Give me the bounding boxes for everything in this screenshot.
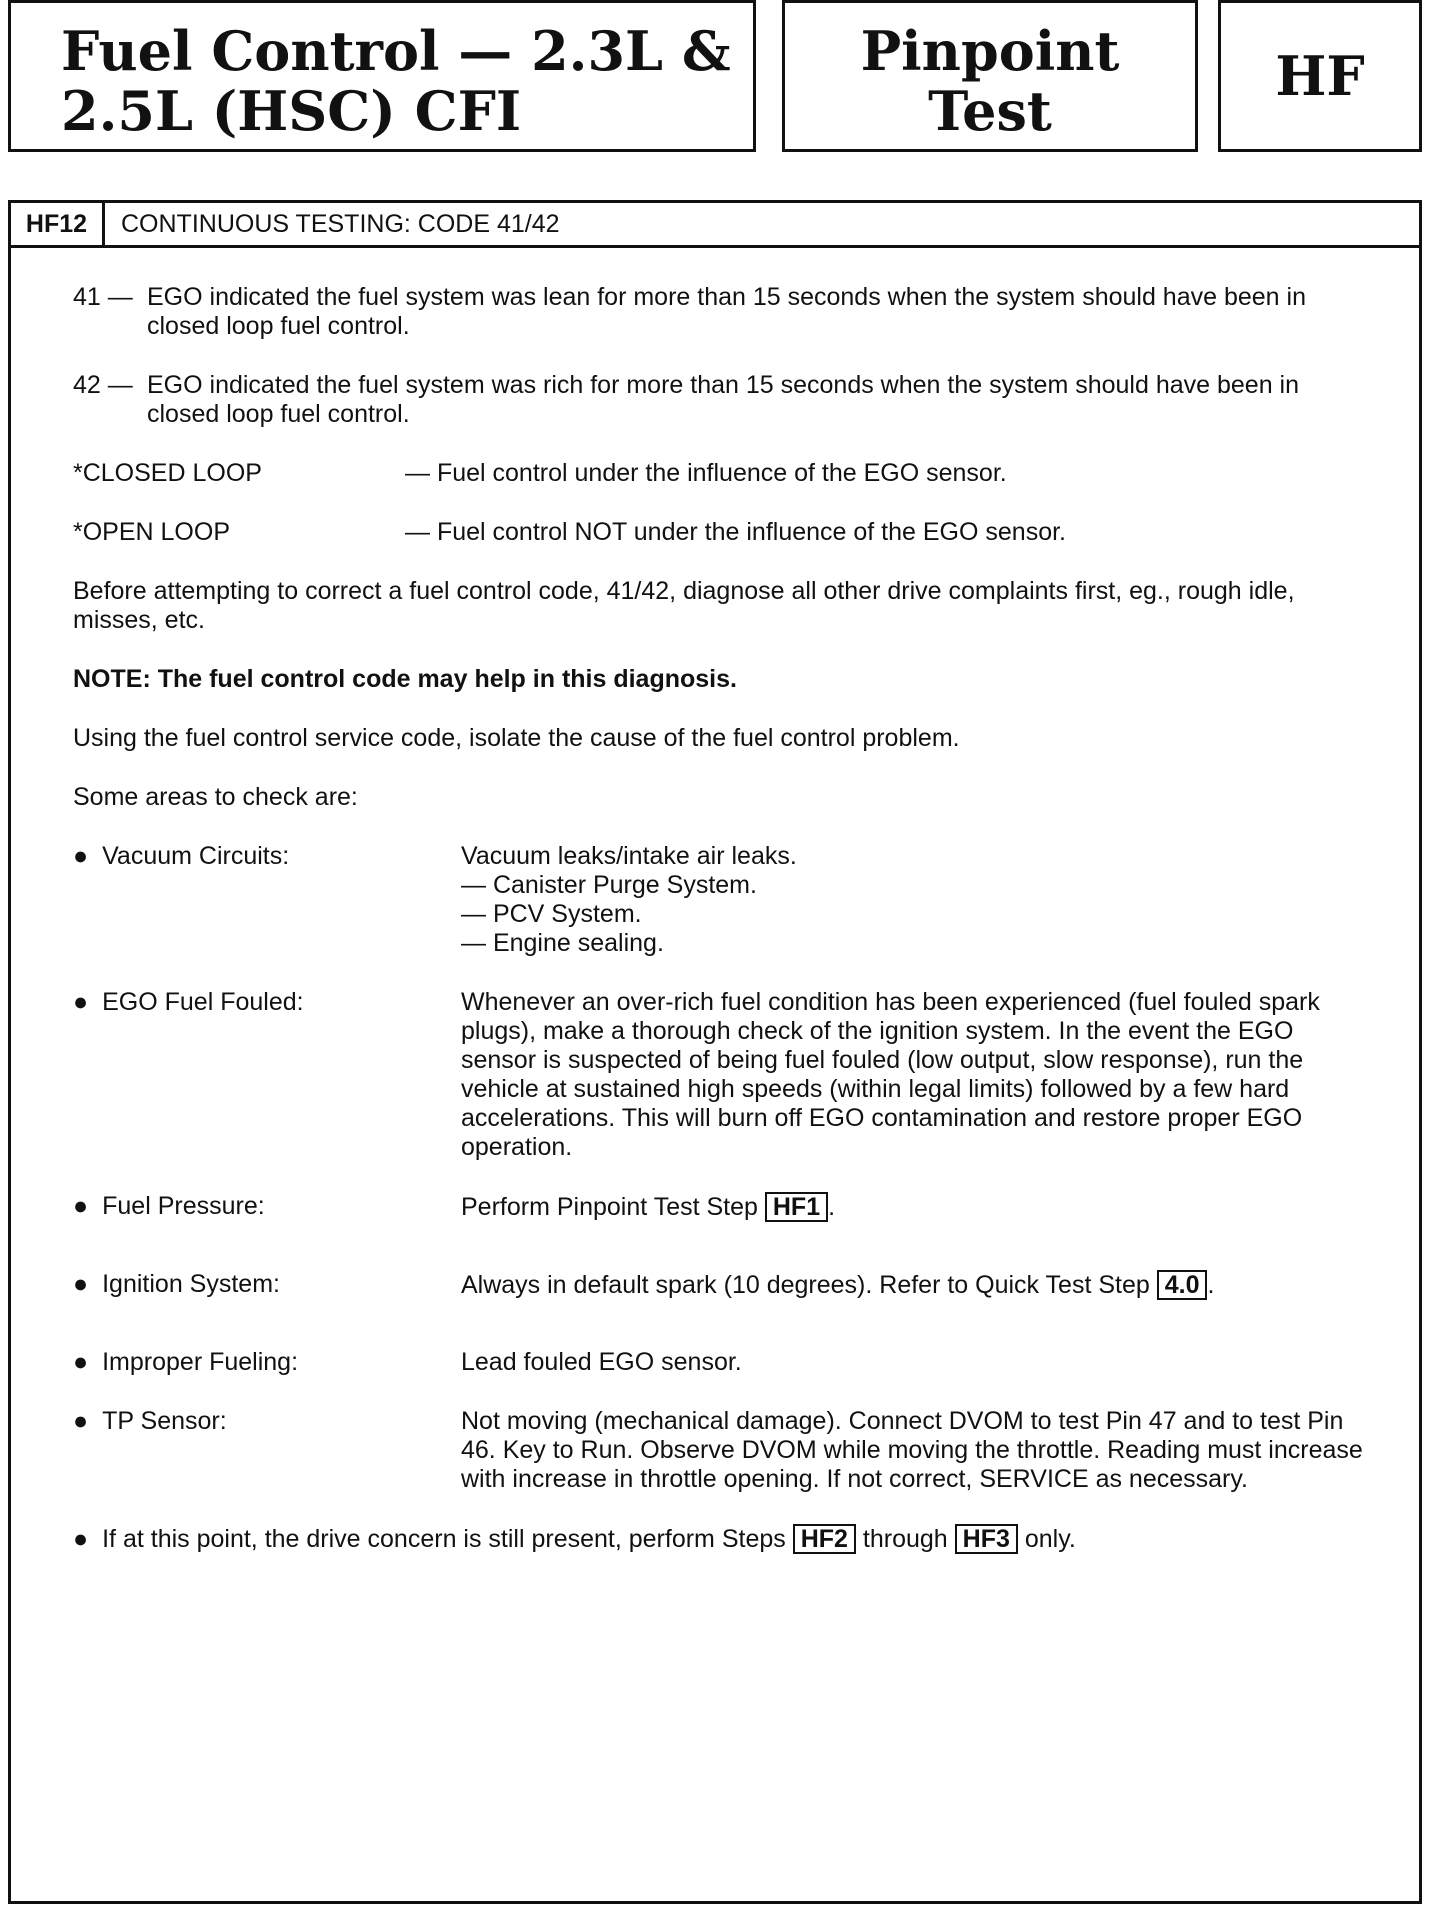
header-type-box	[782, 0, 1198, 152]
closed-loop-def: — Fuel control under the influence of the EGO sensor.	[405, 459, 1007, 487]
check-fueling-label: ● Improper Fueling:	[73, 1348, 299, 1376]
para-before-attempting: Before attempting to correct a fuel control code, 41/42, diagnose all other drive complaints first, eg., rough idle, misses, etc.	[73, 577, 1295, 634]
check-vacuum-circuits	[73, 842, 1373, 958]
check-fuel-pressure-text: Perform Pinpoint Test Step	[461, 1193, 758, 1221]
step-title: CONTINUOUS TESTING: CODE 41/42	[121, 209, 560, 238]
open-loop-term: *OPEN LOOP	[73, 518, 230, 546]
check-tp-sensor	[73, 1407, 1373, 1494]
check-fuel-pressure: ● Fuel Pressure: Perform Pinpoint Test Step HF1 .	[73, 1192, 836, 1221]
bullet-icon: ●	[73, 1407, 89, 1435]
header-code: HF	[1275, 44, 1365, 108]
final-instruction	[73, 1524, 1373, 1554]
test-step-panel	[8, 200, 1422, 1904]
bullet-icon: ●	[73, 1525, 89, 1553]
step-ref-4-0[interactable]: 4.0	[1157, 1270, 1208, 1300]
step-id: HF12	[11, 203, 105, 245]
check-vacuum-label: ● Vacuum Circuits:	[73, 842, 290, 870]
step-ref-hf1[interactable]: HF1	[765, 1192, 828, 1222]
step-ref-hf3[interactable]: HF3	[955, 1524, 1018, 1554]
code-42-lead: 42 —	[73, 371, 133, 399]
code-41-lead: 41 —	[73, 283, 133, 311]
para-areas: Some areas to check are:	[73, 783, 358, 811]
check-vacuum-line: — Engine sealing.	[461, 929, 664, 957]
step-header	[11, 203, 1419, 248]
code-41-entry	[73, 283, 1373, 341]
check-vacuum-line: — Canister Purge System.	[461, 871, 757, 899]
closed-loop-term: *CLOSED LOOP	[73, 459, 262, 487]
code-42-text: EGO indicated the fuel system was rich for more than 15 seconds when the system should have been in closed loop fuel control.	[147, 371, 1300, 428]
check-fuel-pressure-label: ● Fuel Pressure:	[73, 1192, 265, 1220]
header-title-line1: Fuel Control — 2.3L &	[61, 19, 731, 83]
header-code-box	[1218, 0, 1422, 152]
bullet-icon: ●	[73, 1348, 89, 1376]
note: NOTE: The fuel control code may help in this diagnosis.	[73, 665, 737, 693]
step-ref-hf2[interactable]: HF2	[793, 1524, 856, 1554]
final-text-before: If at this point, the drive concern is still present, perform Steps	[102, 1525, 786, 1553]
closed-loop-definition	[73, 459, 1373, 488]
para-using: Using the fuel control service code, isolate the cause of the fuel control problem.	[73, 724, 960, 752]
header-title-line2: 2.5L (HSC) CFI	[61, 79, 522, 143]
check-ego-label: ● EGO Fuel Fouled:	[73, 988, 304, 1016]
bullet-icon: ●	[73, 988, 89, 1016]
check-ignition-system: ● Ignition System: Always in default spark (10 degrees). Refer to Quick Test Step 4.0 .	[73, 1270, 1215, 1299]
open-loop-def: — Fuel control NOT under the influence of the EGO sensor.	[405, 518, 1066, 546]
code-41-text: EGO indicated the fuel system was lean for more than 15 seconds when the system should have been in closed loop fuel control.	[147, 283, 1306, 340]
header-type-line2: Test	[928, 79, 1052, 143]
final-text-mid: through	[862, 1525, 948, 1553]
check-vacuum-line: — PCV System.	[461, 900, 642, 928]
check-ignition-label: ● Ignition System:	[73, 1270, 280, 1298]
header-type-line1: Pinpoint	[860, 19, 1120, 83]
bullet-icon: ●	[73, 1192, 89, 1220]
open-loop-definition	[73, 518, 1373, 547]
check-ignition-text: Always in default spark (10 degrees). Refer to Quick Test Step	[461, 1271, 1150, 1299]
check-fueling-text: Lead fouled EGO sensor.	[461, 1348, 742, 1376]
bullet-icon: ●	[73, 842, 89, 870]
check-vacuum-line: Vacuum leaks/intake air leaks.	[461, 842, 797, 870]
step-content	[73, 283, 1373, 1584]
check-ego-text: Whenever an over-rich fuel condition has been experienced (fuel fouled spark plugs), make a thorough check of the ignition system. In the event the EGO sensor is suspected of being fuel fouled (low output, slow response), run the vehicle at sustained high speeds (within legal limits) followed by a few hard accelerations. This will burn off EGO contamination and restore proper EGO operation.	[461, 988, 1320, 1161]
check-improper-fueling	[73, 1348, 1373, 1377]
check-tp-label: ● TP Sensor:	[73, 1407, 227, 1435]
final-text-after: only.	[1024, 1525, 1076, 1553]
check-ego-fuel-fouled	[73, 988, 1373, 1162]
check-tp-text: Not moving (mechanical damage). Connect DVOM to test Pin 47 and to test Pin 46. Key to Run. Observe DVOM while moving the throttle. Reading must increase with increase in throttle opening. If not correct, SERVICE as necessary.	[461, 1407, 1363, 1493]
bullet-icon: ●	[73, 1270, 89, 1298]
code-42-entry	[73, 371, 1373, 429]
header-title-box	[8, 0, 756, 152]
